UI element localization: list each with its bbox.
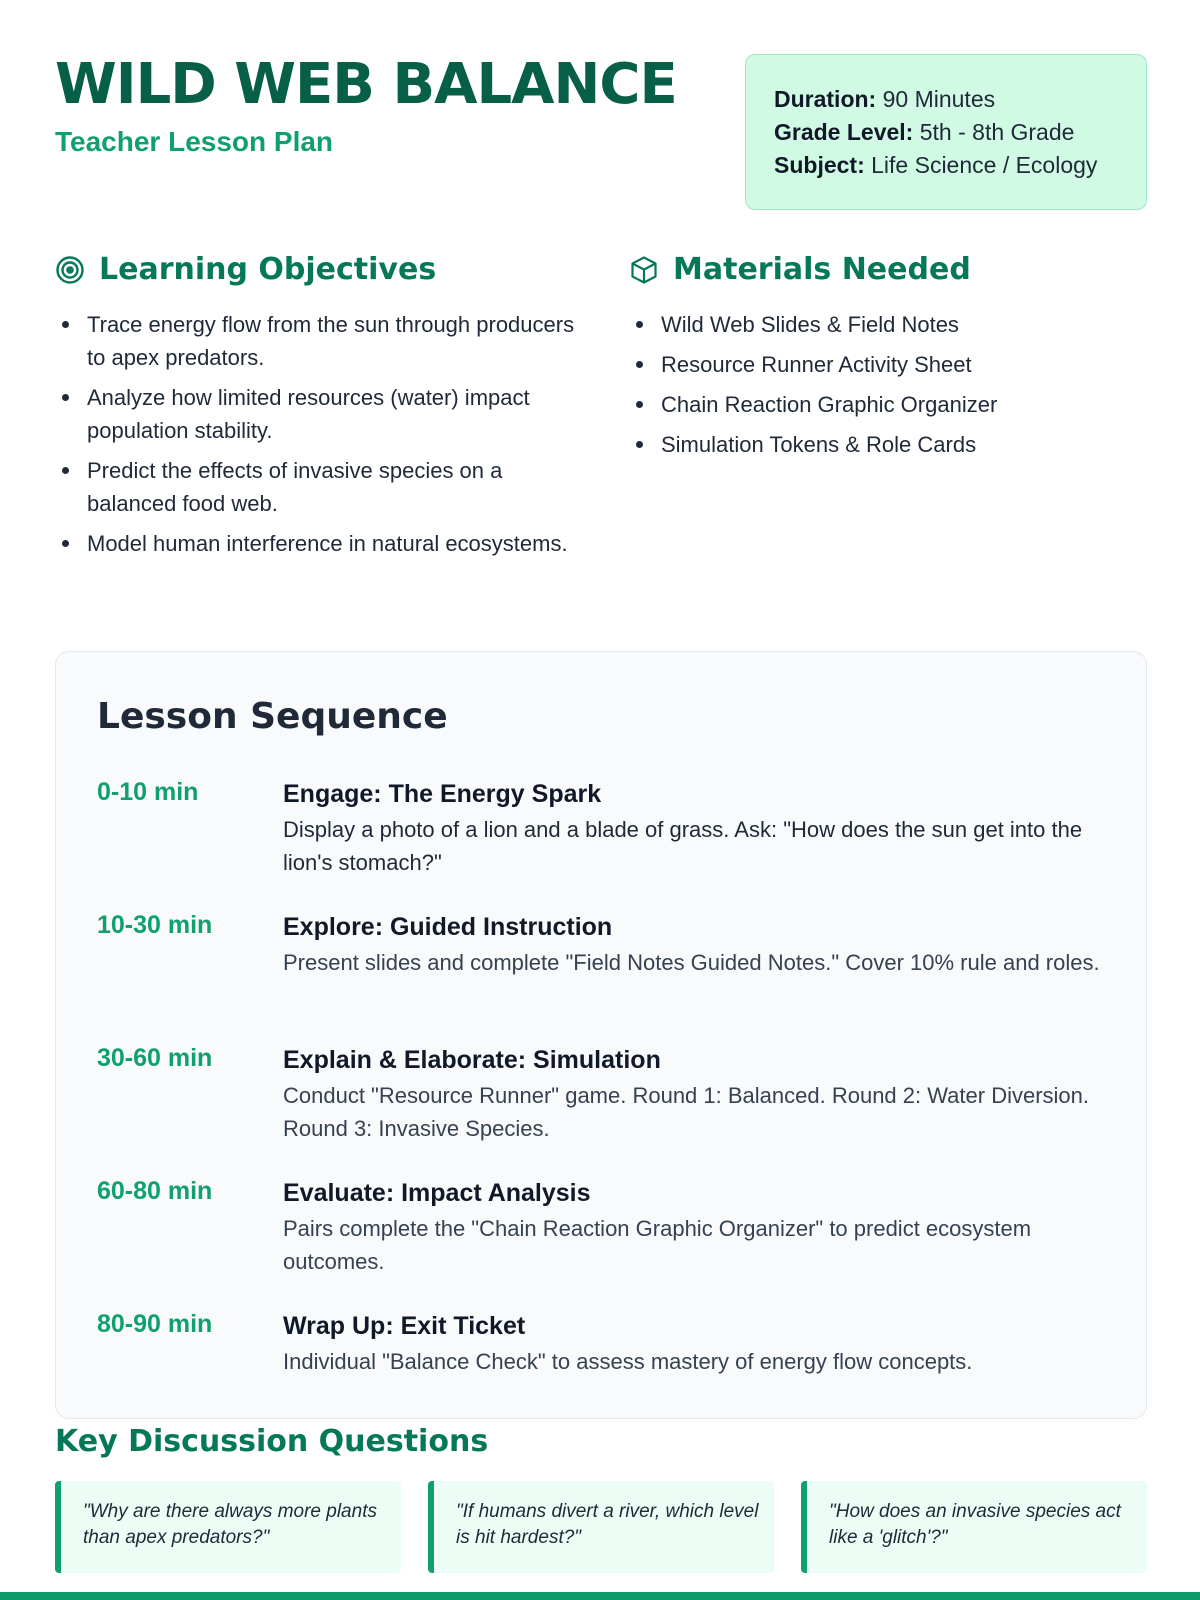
discussion-question-text: "If humans divert a river, which level is hit hardest?" [456,1501,759,1548]
objective-item: Predict the effects of invasive species on a balanced food web. [55,454,575,520]
objective-item: Analyze how limited resources (water) impact population stability. [55,381,575,447]
step-body [283,778,1113,879]
meta-subject [774,149,1146,182]
discussion-question-text: "Why are there always more plants than apex predators?" [83,1501,377,1548]
lesson-sequence-panel [55,651,1147,1419]
discussion-question-text: "How does an invasive species act like a 'glitch'?" [829,1501,1121,1548]
lesson-sequence-title: Lesson Sequence [97,696,448,737]
page-subtitle: Teacher Lesson Plan [55,126,334,157]
step-body [283,1310,1113,1378]
discussion-question-card [428,1481,774,1573]
step-heading: Explain & Elaborate: Simulation [283,1046,661,1074]
box-icon [629,255,659,285]
meta-grade-level-label: Grade Level: [774,119,914,145]
step-time: 0-10 min [97,778,199,806]
meta-subject-label: Subject: [774,152,865,178]
step-heading: Explore: Guided Instruction [283,913,613,941]
step-heading: Wrap Up: Exit Ticket [283,1312,526,1340]
step-description: Pairs complete the "Chain Reaction Graphic Organizer" to predict ecosystem outcomes. [283,1216,1032,1274]
objective-item: Model human interference in natural ecosystems. [55,527,575,560]
step-body [283,911,1113,979]
step-heading: Engage: The Energy Spark [283,780,602,808]
step-description: Conduct "Resource Runner" game. Round 1: Balanced. Round 2: Water Diversion. Round 3: Invasive Species. [283,1083,1090,1141]
meta-duration-value: 90 Minutes [882,86,996,112]
material-item: Chain Reaction Graphic Organizer [629,388,1129,421]
step-description: Display a photo of a lion and a blade of grass. Ask: "How does the sun get into the lion's stomach?" [283,817,1083,875]
meta-duration-label: Duration: [774,86,877,112]
step-time: 30-60 min [97,1044,213,1072]
page-title: WILD WEB BALANCE [55,52,677,117]
discussion-question-card [55,1481,401,1573]
lesson-plan-page [55,0,1147,1600]
objectives-title: Learning Objectives [99,252,437,287]
lesson-meta-box [745,54,1147,210]
materials-title: Materials Needed [673,252,971,287]
meta-grade-level [774,116,1146,149]
footer-accent-bar [0,1592,1200,1600]
materials-list [629,308,1129,468]
target-icon [55,255,85,285]
materials-heading [629,252,971,287]
objective-item: Trace energy flow from the sun through producers to apex predators. [55,308,575,374]
material-item: Resource Runner Activity Sheet [629,348,1129,381]
step-body [283,1177,1113,1278]
material-item: Wild Web Slides & Field Notes [629,308,1129,341]
meta-duration [774,83,1146,116]
step-time: 10-30 min [97,911,213,939]
discussion-title: Key Discussion Questions [55,1424,489,1459]
meta-grade-level-value: 5th - 8th Grade [919,119,1075,145]
step-body [283,1044,1113,1145]
step-time: 80-90 min [97,1310,213,1338]
objectives-heading [55,252,436,287]
step-time: 60-80 min [97,1177,213,1205]
discussion-question-card [801,1481,1147,1573]
step-heading: Evaluate: Impact Analysis [283,1179,591,1207]
material-item: Simulation Tokens & Role Cards [629,428,1129,461]
step-description: Individual "Balance Check" to assess mastery of energy flow concepts. [283,1349,973,1374]
step-description: Present slides and complete "Field Notes Guided Notes." Cover 10% rule and roles. [283,950,1100,975]
meta-subject-value: Life Science / Ecology [871,152,1098,178]
objectives-list [55,308,575,567]
